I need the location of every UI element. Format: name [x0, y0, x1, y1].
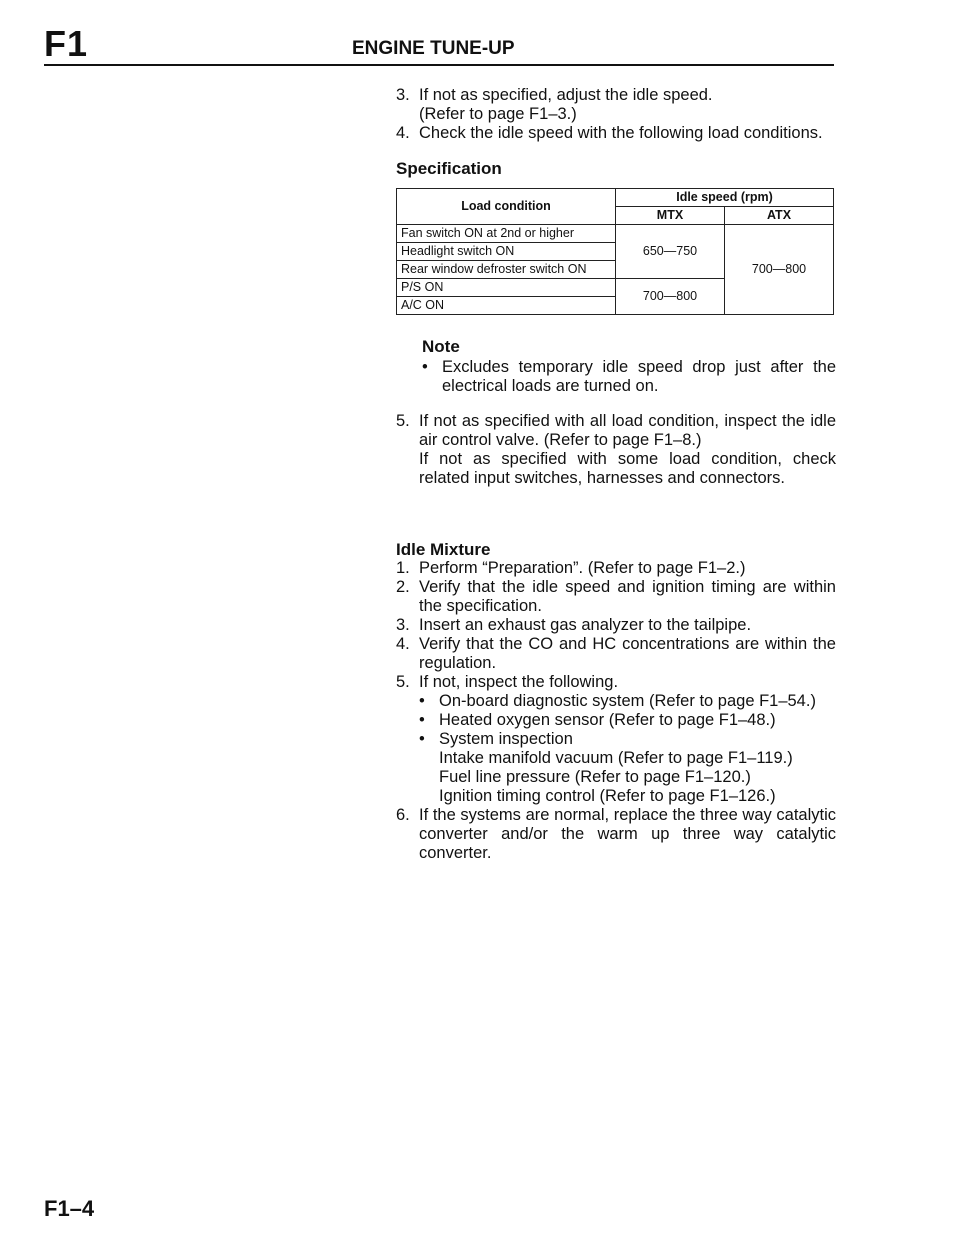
section-code: F1 — [44, 23, 89, 64]
step-text: Perform “Preparation”. (Refer to page F1–2.) — [419, 559, 746, 577]
col-load-condition: Load condition — [397, 189, 616, 225]
step-number: 2. — [396, 578, 410, 596]
idle-mixture-steps — [396, 559, 836, 863]
col-mtx: MTX — [616, 207, 725, 225]
list-item — [396, 559, 836, 578]
bullet-icon: • — [419, 711, 425, 729]
mtx-value-cell: 700—800 — [616, 279, 725, 315]
step-line: If not as specified, adjust the idle speed. — [419, 86, 713, 104]
step-text — [419, 673, 836, 806]
note-block — [422, 337, 836, 396]
list-item — [396, 635, 836, 673]
col-idle-speed: Idle speed (rpm) — [616, 189, 834, 207]
specification-heading: Specification — [396, 159, 502, 178]
step-number: 1. — [396, 559, 410, 577]
list-item — [396, 673, 836, 806]
inspect-item: System inspection — [439, 730, 573, 748]
step-line: (Refer to page F1–3.) — [419, 105, 577, 123]
step-number: 6. — [396, 806, 410, 824]
step-number: 4. — [396, 635, 410, 653]
step-number: 4. — [396, 124, 410, 142]
step-line: If not, inspect the following. — [419, 673, 619, 691]
step-paragraph: If not as specified with all load condition, inspect the idle air control valve. (Refer to page F1–8.) — [419, 412, 836, 449]
col-atx: ATX — [725, 207, 834, 225]
mtx-value-cell: 650—750 — [616, 225, 725, 279]
load-condition-cell: Fan switch ON at 2nd or higher — [397, 225, 616, 243]
note-title: Note — [422, 337, 460, 356]
list-item — [419, 692, 836, 711]
step-text: Insert an exhaust gas analyzer to the tailpipe. — [419, 616, 752, 634]
list-item — [396, 616, 836, 635]
step-number: 3. — [396, 616, 410, 634]
system-inspection-list — [419, 749, 836, 806]
list-item: Intake manifold vacuum (Refer to page F1–119.) — [439, 749, 793, 767]
step-number: 5. — [396, 412, 410, 430]
step-text: Verify that the CO and HC concentrations are within the regulation. — [419, 635, 836, 672]
table-header-row — [397, 189, 834, 207]
list-item — [419, 711, 836, 730]
bullet-icon: • — [419, 730, 425, 748]
step-paragraph: If not as specified with some load condition, check related input switches, harnesses and connectors. — [419, 450, 836, 487]
chapter-title: ENGINE TUNE-UP — [352, 38, 515, 59]
step-text — [419, 124, 836, 143]
step-5 — [396, 412, 836, 488]
step-text: If the systems are normal, replace the three way catalytic converter and/or the warm up three way catalytic converter. — [419, 806, 836, 862]
bullet-icon: • — [422, 358, 428, 376]
inspect-list — [419, 692, 836, 749]
step-text — [419, 412, 836, 488]
step-number: 5. — [396, 673, 410, 691]
note-list — [422, 358, 836, 396]
list-item: Ignition timing control (Refer to page F1–126.) — [439, 787, 776, 805]
step-text — [419, 86, 836, 124]
idle-speed-spec-table — [396, 188, 834, 315]
step-number: 3. — [396, 86, 410, 104]
inspect-item: Heated oxygen sensor (Refer to page F1–48.) — [439, 711, 776, 729]
table-row — [397, 225, 834, 243]
atx-value-cell: 700—800 — [725, 225, 834, 315]
header-rule — [44, 64, 834, 66]
intro-step-3 — [396, 86, 836, 124]
note-text: Excludes temporary idle speed drop just after the electrical loads are turned on. — [442, 358, 836, 395]
list-item — [396, 806, 836, 863]
inspect-item: On-board diagnostic system (Refer to page F1–54.) — [439, 692, 816, 710]
load-condition-cell: Headlight switch ON — [397, 243, 616, 261]
load-condition-cell: A/C ON — [397, 297, 616, 315]
list-item — [419, 730, 836, 749]
load-condition-cell: Rear window defroster switch ON — [397, 261, 616, 279]
bullet-icon: • — [419, 692, 425, 710]
main-content — [396, 86, 836, 863]
step-line: Check the idle speed with the following load conditions. — [419, 124, 823, 142]
list-item: Fuel line pressure (Refer to page F1–120.) — [439, 768, 751, 786]
intro-step-4 — [396, 124, 836, 143]
load-condition-cell: P/S ON — [397, 279, 616, 297]
idle-mixture-heading: Idle Mixture — [396, 540, 491, 559]
list-item — [396, 578, 836, 616]
list-item — [422, 358, 836, 396]
intro-steps — [396, 86, 836, 143]
step-text: Verify that the idle speed and ignition timing are within the specification. — [419, 578, 836, 615]
page-number: F1–4 — [44, 1196, 95, 1221]
